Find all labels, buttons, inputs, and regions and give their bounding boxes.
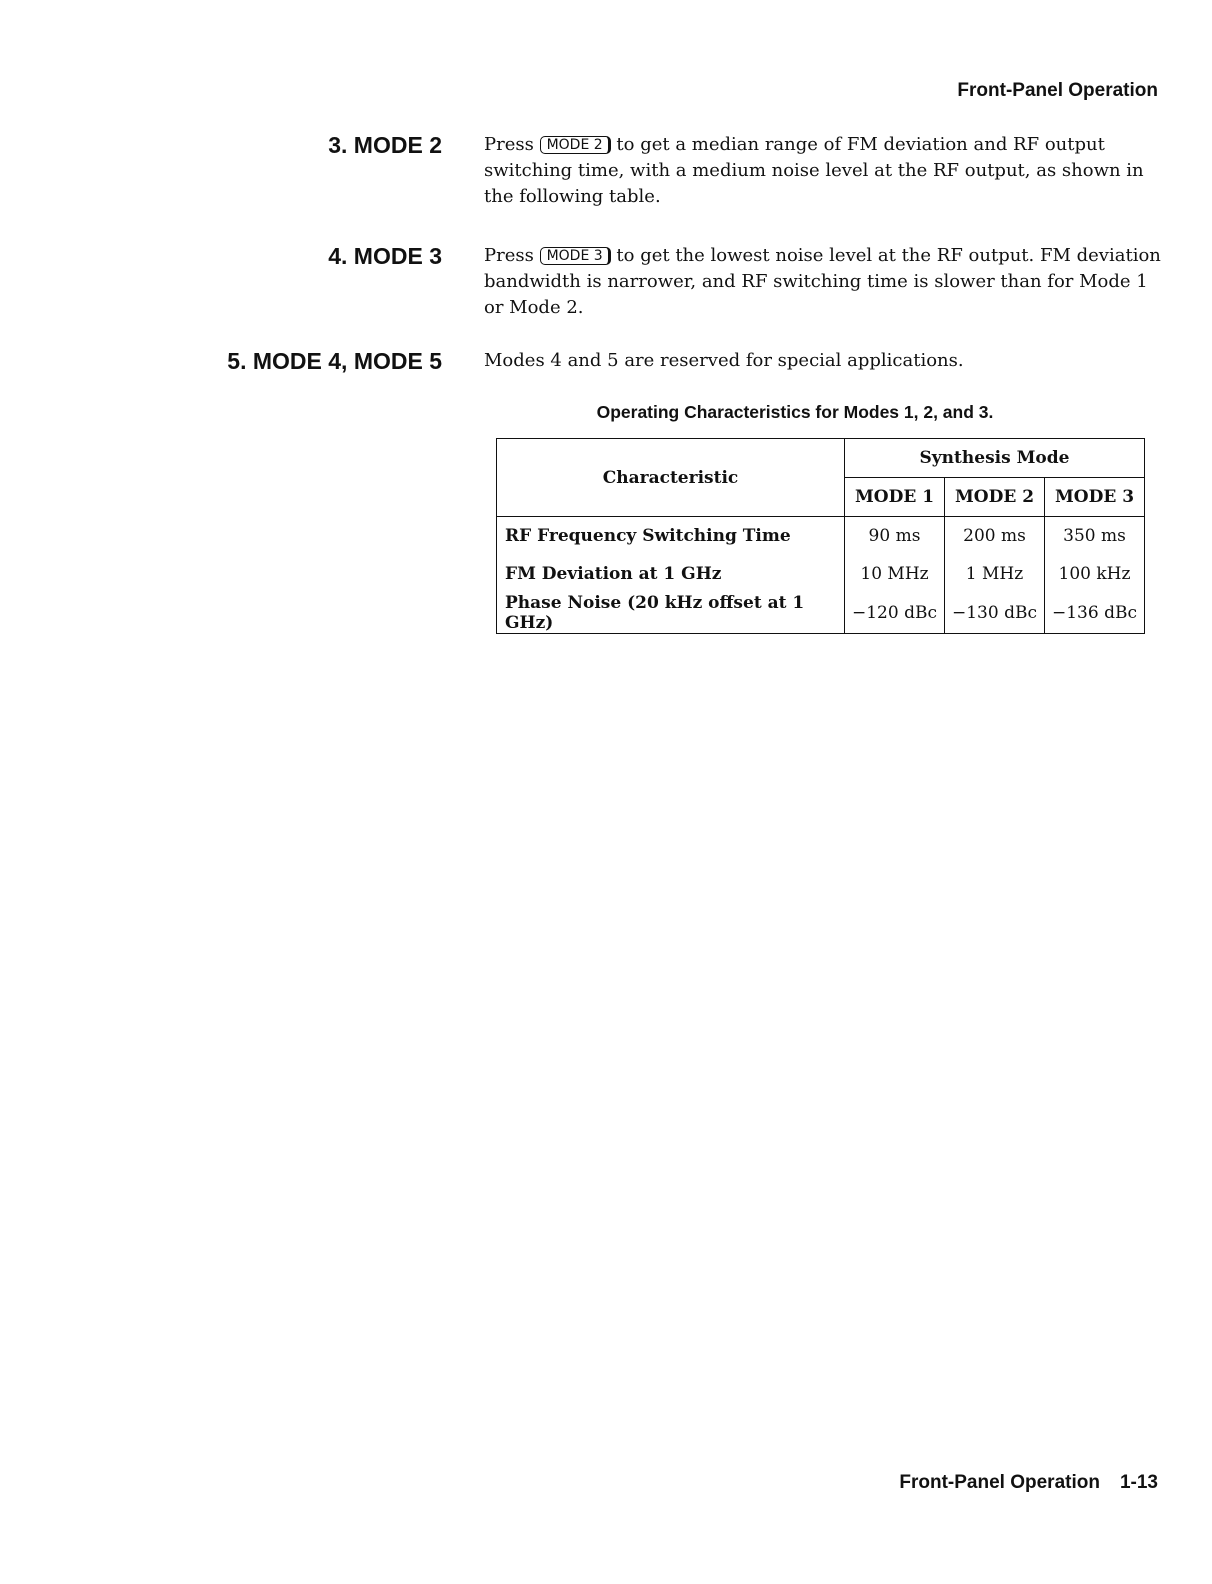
mode-1-header: MODE 1 bbox=[845, 478, 945, 517]
operating-characteristics-table bbox=[496, 438, 1145, 634]
running-head: Front-Panel Operation bbox=[957, 80, 1158, 101]
mode-2-key-icon: MODE 2 bbox=[540, 136, 611, 154]
step-title-mode-3: 4. MODE 3 bbox=[328, 243, 442, 269]
row-label: FM Deviation at 1 GHz bbox=[497, 555, 845, 593]
table-cell: −136 dBc bbox=[1045, 593, 1145, 634]
table-cell: 350 ms bbox=[1045, 517, 1145, 556]
table-cell: 10 MHz bbox=[845, 555, 945, 593]
table-row bbox=[497, 593, 1145, 634]
table-cell: 90 ms bbox=[845, 517, 945, 556]
table-cell: −130 dBc bbox=[945, 593, 1045, 634]
characteristic-header: Characteristic bbox=[497, 439, 845, 517]
synthesis-mode-header: Synthesis Mode bbox=[845, 439, 1145, 478]
table-header-row bbox=[497, 439, 1145, 478]
step-text-post: to get a median range of FM deviation and RF output switching time, with a medium noise level at the RF output, as shown in the following table. bbox=[484, 134, 1144, 207]
step-text-post: to get the lowest noise level at the RF output. FM deviation bandwidth is narrower, and RF switching time is slower than for Mode 1 or Mode 2. bbox=[484, 245, 1161, 318]
step-text-pre: Press bbox=[484, 245, 534, 266]
table-caption: Operating Characteristics for Modes 1, 2, and 3. bbox=[596, 402, 994, 422]
step-text-pre: Press bbox=[484, 134, 534, 155]
row-label: RF Frequency Switching Time bbox=[497, 517, 845, 556]
table-cell: 200 ms bbox=[945, 517, 1045, 556]
table-row bbox=[497, 517, 1145, 556]
step-body-mode-3 bbox=[484, 243, 1164, 321]
table-cell: 1 MHz bbox=[945, 555, 1045, 593]
footer-section: Front-Panel Operation bbox=[899, 1472, 1100, 1493]
step-body-mode-2 bbox=[484, 132, 1164, 210]
page-number: 1-13 bbox=[1119, 1472, 1158, 1493]
mode-3-key-icon: MODE 3 bbox=[540, 247, 611, 265]
step-title-mode-2: 3. MODE 2 bbox=[328, 132, 442, 158]
step-body-mode-4-5: Modes 4 and 5 are reserved for special applications. bbox=[484, 350, 964, 371]
step-title-mode-4-5: 5. MODE 4, MODE 5 bbox=[227, 348, 442, 374]
mode-2-header: MODE 2 bbox=[945, 478, 1045, 517]
page-footer bbox=[899, 1472, 1158, 1494]
table-cell: −120 dBc bbox=[845, 593, 945, 634]
row-label: Phase Noise (20 kHz offset at 1 GHz) bbox=[497, 593, 845, 634]
table-cell: 100 kHz bbox=[1045, 555, 1145, 593]
mode-3-header: MODE 3 bbox=[1045, 478, 1145, 517]
table-row bbox=[497, 555, 1145, 593]
